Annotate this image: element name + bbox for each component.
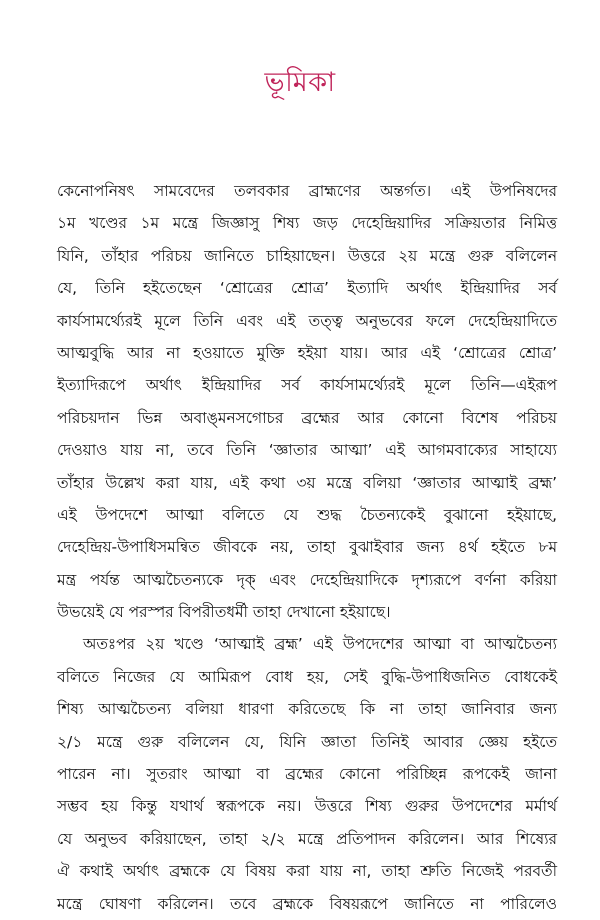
page-title: ভূমিকা [264, 67, 336, 98]
text-line: ঐ কথাই অর্থাৎ ব্রহ্মকে যে বিষয় করা যায় না, তাহা শ্রুতি নিজেই পরবর্তী [57, 862, 557, 881]
text-line: সম্ভব হয় কিন্তু যথার্থ স্বরূপকে নয়। উত্তরে শিষ্য গুরুর উপদেশের মর্মার্থ [57, 797, 557, 816]
text-line: তাঁহার উল্লেখ করা যায়, এই কথা ৩য় মন্ত্রে বলিয়া ‘জ্ঞাতার আত্মাই ব্রহ্ম’ [57, 473, 557, 492]
text-line: বলিতে নিজের যে আমিরূপ বোধ হয়, সেই বুদ্ধি-উপাধিজনিত বোধকেই [57, 667, 557, 686]
text-line: অতঃপর ২য় খণ্ডে ‘আত্মাই ব্রহ্ম’ এই উপদেশের আত্মা বা আত্মচৈতন্য [83, 635, 557, 654]
body-text [57, 175, 557, 920]
text-line: দেহেন্দ্রিয়-উপাধিসমন্বিত জীবকে নয়, তাহা বুঝাইবার জন্য ৪র্থ হইতে ৮ম [57, 538, 557, 557]
paragraph [57, 175, 557, 628]
text-line: কার্যসামর্থ্যেরই মূলে তিনি এবং এই তত্ত্ব অনুভবের ফলে দেহেন্দ্রিয়াদিতে [57, 311, 557, 330]
text-line: যে, তিনি হইতেছেন ‘শ্রোত্রের শ্রোত্র’ ইত্যাদি অর্থাৎ ইন্দ্রিয়াদির সর্ব [57, 279, 557, 298]
text-line: দেওয়াও যায় না, তবে তিনি ‘জ্ঞাতার আত্মা’ এই আগমবাক্যের সাহায্যে [57, 441, 557, 460]
text-line: কেনোপনিষৎ সামবেদের তলবকার ব্রাহ্মণের অন্তর্গত। এই উপনিষদের [57, 182, 557, 200]
paragraph [57, 628, 557, 920]
text-line: পরিচয়দান ভিন্ন অবাঙ্‌মনসগোচর ব্রহ্মের আর কোনো বিশেষ পরিচয় [57, 408, 557, 427]
text-line: উভয়েই যে পরস্পর বিপরীতধর্মী তাহা দেখানো হইয়াছে। [57, 603, 391, 622]
text-line: ইত্যাদিরূপে অর্থাৎ ইন্দ্রিয়াদির সর্ব কার্যসামর্থ্যেরই মূলে তিনি—এইরূপ [57, 376, 557, 395]
text-line: যে অনুভব করিয়াছেন, তাহা ২/২ মন্ত্রে প্রতিপাদন করিলেন। আর শিষ্যের [57, 829, 557, 848]
text-line: পারেন না। সুতরাং আত্মা বা ব্রহ্মের কোনো পরিচ্ছিন্ন রূপকেই জানা [57, 765, 557, 784]
text-line: আত্মবুদ্ধি আর না হওয়াতে মুক্তি হইয়া যায়। আর এই ‘শ্রোত্রের শ্রোত্র’ [57, 343, 557, 362]
text-line: যিনি, তাঁহার পরিচয় জানিতে চাহিয়াছেন। উত্তরে ২য় মন্ত্রে গুরু বলিলেন [57, 246, 557, 265]
text-line: ২/১ মন্ত্রে গুরু বলিলেন যে, যিনি জ্ঞাতা তিনিই আবার জ্ঞেয় হইতে [57, 732, 557, 751]
text-line: এই উপদেশে আত্মা বলিতে যে শুদ্ধ চৈতন্যকেই বুঝানো হইয়াছে, [57, 505, 557, 524]
text-line: মন্ত্রে ঘোষণা করিলেন। তবে ব্রহ্মকে বিষয়রূপে জানিতে না পারিলেও [57, 894, 557, 913]
text-line: শিষ্য আত্মচৈতন্য বলিয়া ধারণা করিতেছে কি না তাহা জানিবার জন্য [57, 700, 557, 719]
text-line: ১ম খণ্ডের ১ম মন্ত্রে জিজ্ঞাসু শিষ্য জড় দেহেন্দ্রিয়াদির সক্রিয়তার নিমিত্ত [57, 214, 557, 233]
text-line: মন্ত্র পর্যন্ত আত্মচৈতন্যকে দৃক্‌ এবং দেহেন্দ্রিয়াদিকে দৃশ্যরূপে বর্ণনা করিয়া [57, 570, 557, 589]
